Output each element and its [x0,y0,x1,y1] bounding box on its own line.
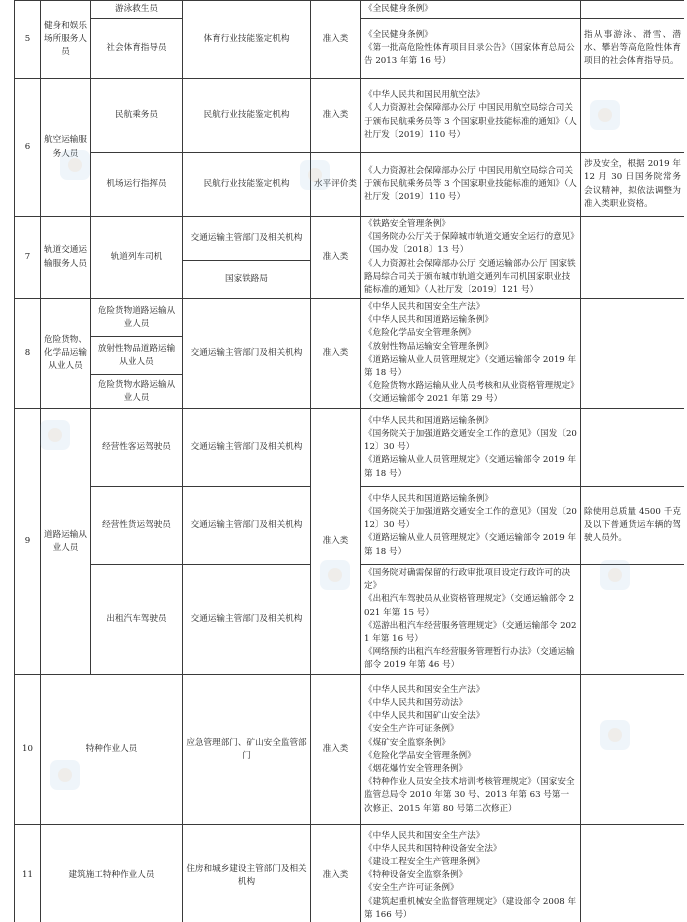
basis-item: 《全民健身条例》 [364,3,433,14]
basis-item: 《危险货物水路运输从业人员考核和从业资格管理规定》（交通运输部令 2021 年第 29 号） [364,381,575,405]
note-cell [581,565,685,675]
seq-cell: 5 [15,1,41,79]
basis-item: 《特种设备安全监察条例》 [364,870,468,881]
basis-item: 《特种作业人员安全技术培训考核管理规定》（国家安全监管总局令 2010 年第 30 号、2013 年第 63 号第一次修正、2015 年第 80 号第二次修正） [364,777,575,814]
basis-item: 《全民健身条例》 [364,29,433,40]
table-row [15,1,685,19]
type-cell: 准入类 [311,675,361,825]
category-cell: 建筑施工特种作业人员 [41,825,183,922]
basis-item: 《煤矿安全监察条例》 [364,737,450,748]
note-cell: 涉及安全，根据 2019 年 12 月 30 日国务院常务会议精神，拟依法调整为准入类职业资格。 [581,153,685,217]
note-cell [581,1,685,19]
seq-cell: 6 [15,79,41,217]
document-page [14,0,684,922]
category-cell: 特种作业人员 [41,675,183,825]
note-cell: 指从事游泳、滑雪、潜水、攀岩等高危险性体育项目的社会体育指导员。 [581,19,685,79]
table-row [15,79,685,153]
table-row [15,825,685,922]
seq-cell: 10 [15,675,41,825]
seq-cell: 11 [15,825,41,922]
basis-item: 《中华人民共和国安全生产法》 [364,684,485,695]
note-cell [581,79,685,153]
basis-item: 《中华人民共和国道路运输条例》 [364,493,493,504]
agency-cell: 交通运输主管部门及相关机构 [183,565,311,675]
agency-cell: 交通运输主管部门及相关机构 [183,217,311,261]
basis-cell [361,675,581,825]
basis-item: 《人力资源社会保障部办公厅 中国民用航空局综合司关于颁布民航乘务员等 3 个国家职业技能标准的通知》（人社厅发〔2019〕110 号） [364,165,577,203]
seq-cell: 8 [15,299,41,409]
basis-item: 《第一批高危险性体育项目目录公告》（国家体育总局公告 2013 年第 16 号） [364,42,575,67]
agency-cell: 交通运输主管部门及相关机构 [183,299,311,409]
basis-item: 《中华人民共和国道路运输条例》 [364,315,493,326]
job-cell: 危险货物道路运输从业人员 [91,299,183,337]
type-cell: 准入类 [311,409,361,675]
table-row [15,153,685,217]
note-cell [581,825,685,922]
agency-cell: 应急管理部门、矿山安全监管部门 [183,675,311,825]
type-cell: 准入类 [311,79,361,153]
basis-cell [361,825,581,922]
type-cell: 水平评价类 [311,153,361,217]
basis-item: 《道路运输从业人员管理规定》（交通运输部令 2019 年第 18 号） [364,455,577,479]
basis-item: 《危险化学品安全管理条例》 [364,750,476,761]
seq-cell: 7 [15,217,41,299]
job-cell: 经营性客运驾驶员 [91,409,183,487]
basis-item: 《道路运输从业人员管理规定》（交通运输部令 2019 年第 18 号） [364,533,577,557]
basis-cell [361,217,581,299]
note-cell [581,675,685,825]
agency-cell: 交通运输主管部门及相关机构 [183,409,311,487]
note-cell [581,409,685,487]
basis-item: 《安全生产许可证条例》 [364,724,459,735]
basis-cell [361,487,581,565]
basis-item: 《中华人民共和国安全生产法》 [364,301,485,312]
basis-item: 《巡游出租汽车经营服务管理规定》（交通运输部令 2021 年第 16 号） [364,620,577,644]
basis-cell [361,79,581,153]
basis-cell [361,153,581,217]
basis-item: 《中华人民共和国矿山安全法》 [364,711,485,722]
job-cell: 社会体育指导员 [91,19,183,79]
table-row [15,299,685,337]
basis-item: 《烟花爆竹安全管理条例》 [364,763,468,774]
agency-cell: 民航行业技能鉴定机构 [183,79,311,153]
basis-item: 《建设工程安全生产管理条例》 [364,856,485,867]
basis-item: 《危险化学品安全管理条例》 [364,328,476,339]
job-cell: 放射性物品道路运输从业人员 [91,337,183,375]
basis-item: 《道路运输从业人员管理规定》（交通运输部令 2019 年第 18 号） [364,354,577,378]
basis-item: 《放射性物品运输安全管理条例》 [364,341,493,352]
basis-item: 《安全生产许可证条例》 [364,883,459,894]
basis-cell [361,565,581,675]
type-cell: 准入类 [311,299,361,409]
category-cell: 航空运输服务人员 [41,79,91,217]
basis-item: 《中华人民共和国特种设备安全法》 [364,843,502,854]
basis-item: 《中华人民共和国民用航空法》 [364,90,485,101]
type-cell: 准入类 [311,825,361,922]
basis-item: 《建筑起重机械安全监督管理规定》（建设部令 2008 年第 166 号） [364,896,577,920]
qualification-table [14,0,684,922]
job-cell: 游泳救生员 [91,1,183,19]
basis-item: 《网络预约出租汽车经营服务管理暂行办法》（交通运输部令 2019 年第 46 号） [364,647,575,671]
basis-item: 《中华人民共和国道路运输条例》 [364,415,493,426]
basis-item: 《人力资源社会保障部办公厅 交通运输部办公厅 国家铁路局综合司关于颁布城市轨道交通列车司机国家职业技能标准的通知》（人社厅发〔2019〕121 号） [364,258,576,296]
seq-cell: 9 [15,409,41,675]
basis-item: 《出租汽车驾驶员从业资格管理规定》（交通运输部令 2021 年第 15 号） [364,594,575,618]
basis-item: 《中华人民共和国劳动法》 [364,697,468,708]
table-row [15,675,685,825]
table-row [15,409,685,487]
job-cell: 危险货物水路运输从业人员 [91,375,183,409]
agency-cell: 民航行业技能鉴定机构 [183,153,311,217]
basis-item: 《铁路安全管理条例》 [364,219,450,229]
basis-item: 《国务院关于加强道路交通安全工作的意见》（国发〔2012〕30 号） [364,506,577,531]
job-cell: 轨道列车司机 [91,217,183,299]
job-cell: 经营性货运驾驶员 [91,487,183,565]
basis-cell [361,19,581,79]
basis-cell [361,409,581,487]
basis-item: 《国务院关于加强道路交通安全工作的意见》（国发〔2012〕30 号） [364,428,577,453]
type-cell: 准入类 [311,1,361,79]
basis-item: 《人力资源社会保障部办公厅 中国民用航空局综合司关于颁布民航乘务员等 3 个国家职业技能标准的通知》（人社厅发〔2019〕110 号） [364,103,577,140]
agency-cell: 交通运输主管部门及相关机构 [183,487,311,565]
job-cell: 民航乘务员 [91,79,183,153]
basis-cell [361,1,581,19]
note-cell: 除使用总质量 4500 千克及以下普通货运车辆的驾驶人员外。 [581,487,685,565]
job-cell: 出租汽车驾驶员 [91,565,183,675]
agency-cell: 体育行业技能鉴定机构 [183,1,311,79]
basis-item: 《国务院对确需保留的行政审批项目设定行政许可的决定》 [364,567,571,592]
type-cell: 准入类 [311,217,361,299]
note-cell [581,217,685,299]
category-cell: 轨道交通运输服务人员 [41,217,91,299]
agency-cell: 国家铁路局 [183,261,311,299]
category-cell: 危险货物、化学品运输从业人员 [41,299,91,409]
category-cell: 道路运输从业人员 [41,409,91,675]
basis-item: 《国务院办公厅关于保障城市轨道交通安全运行的意见》（国办发〔2018〕13 号） [364,232,575,256]
table-row [15,217,685,261]
job-cell: 机场运行指挥员 [91,153,183,217]
agency-cell: 住房和城乡建设主管部门及相关机构 [183,825,311,922]
basis-cell [361,299,581,409]
note-cell [581,299,685,409]
basis-item: 《中华人民共和国安全生产法》 [364,830,485,841]
category-cell: 健身和娱乐场所服务人员 [41,1,91,79]
